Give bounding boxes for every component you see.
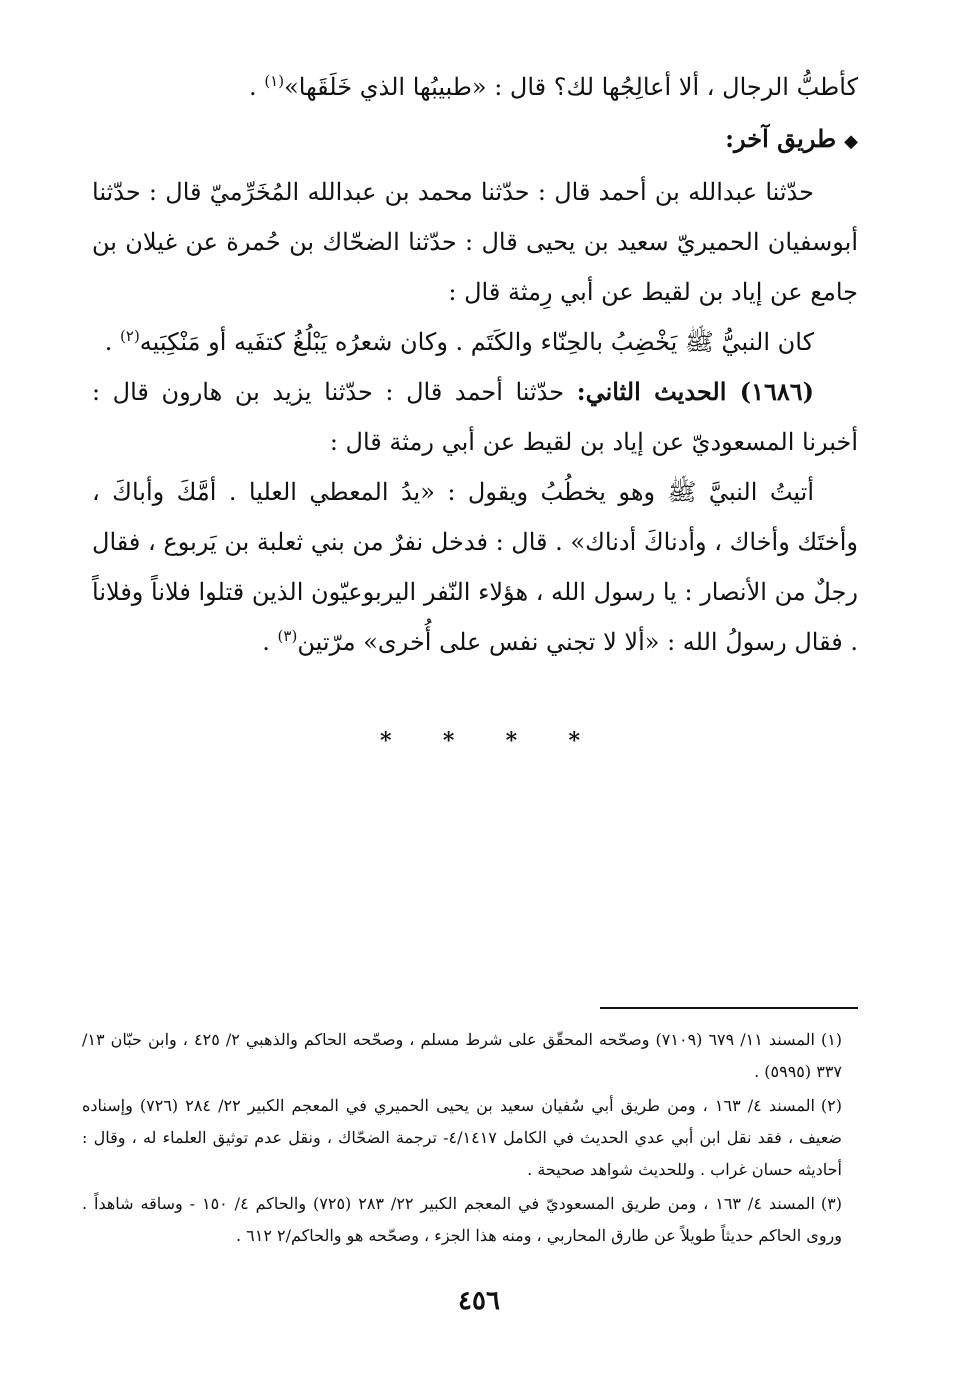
star-icon: * [505,728,518,754]
matn-paragraph-1 [92,317,858,367]
star-icon: * [442,728,455,754]
footnote-divider [600,1007,858,1009]
matn-2-end: . [262,628,278,656]
star-icon: * [568,728,580,754]
continuation-end: . [249,73,265,101]
hadith-isnad-text: حدّثنا أحمد قال : حدّثنا يزيد بن هارون قال : أخبرنا المسعوديّ عن إياد بن لقيط عن أبي رمثة قال : [92,378,858,456]
footnote-number: (٢) [820,1096,842,1115]
footnote-ref-1: (١) [264,72,285,90]
section-separator [380,728,580,754]
footnote-number: (١) [820,1030,843,1049]
star-icon: * [380,728,392,754]
hadith-number: (١٦٨٦) الحديث الثاني: [576,377,814,406]
footnote-ref-3: (٣) [277,627,298,645]
section-heading-text: طريق آخر: [725,124,837,153]
footnote-text: المسند ٤/ ١٦٣ ، ومن طريق أبي سُفيان سعيد بن يحيى الحميري في المعجم الكبير ٢٢/ ٢٨٤ (٧٢٦) وإسناده ضعيف ، فقد نقل ابن أبي عدي الحديث في الكامل ٤/١٤١٧- ترجمة الضحّاك ، ونقل عدم توثيق العلماء له ، وقال : أحاديثه حسان غراب . وللحديث شواهد صحيحة . [82,1096,842,1179]
page-number: ٤٥٦ [458,1286,500,1316]
main-text [92,62,858,667]
footnote-2 [82,1090,842,1186]
footnote-number: (٣) [820,1194,843,1213]
matn-2-text: أتيتُ النبيَّ ﷺ وهو يخطُبُ ويقول : «يدُ المعطي العليا . أمَّكَ وأباكَ ، وأختَك وأخاك ، وأدناكَ أدناك» . قال : فدخل نفرٌ من بني ثعلبة بن يَربوع ، فقال رجلٌ من الأنصار : يا رسول الله ، هؤلاء النّفر اليربوعيّون الذين قتلوا فلاناً وفلاناً . فقال رسولُ الله : «ألا لا تجني نفس على أُخرى» مرّتين [92,478,858,656]
matn-paragraph-2 [92,467,858,667]
footnote-ref-2: (٢) [120,327,140,345]
matn-1-end: . [104,328,121,356]
section-heading [92,114,858,167]
continuation-text: كأطبُّ الرجال ، ألا أعالِجُها لك؟ قال : «طبيبُها الذي خَلَقَها» [284,73,858,101]
footnote-1 [82,1024,842,1088]
footnote-text: المسند ١١/ ٦٧٩ (٧١٠٩) وصحّحه المحقّق على شرط مسلم ، وصحّحه الحاكم والذهبي ٢/ ٤٢٥ ، وابن حبّان ١٣/ ٣٣٧ (٥٩٩٥) . [82,1030,842,1081]
hadith-paragraph [92,367,858,467]
matn-1-text: كان النبيُّ ﷺ يَخْضِبُ بالحِنّاء والكَتَم . وكان شعرُه يَبْلُغُ كتفَيه أو مَنْكِبَيه [139,328,814,356]
footnotes [82,1024,842,1254]
footnote-3 [82,1188,842,1252]
isnad-paragraph: حدّثنا عبدالله بن أحمد قال : حدّثنا محمد بن عبدالله المُخَرِّميّ قال : حدّثنا أبوسفيان الحميريّ سعيد بن يحيى قال : حدّثنا الضحّاك بن حُمرة عن غيلان بن جامع عن إياد بن لقيط عن أبي رِمثة قال : [92,178,858,306]
diamond-bullet-icon: ◆ [844,131,858,152]
footnote-text: المسند ٤/ ١٦٣ ، ومن طريق المسعوديّ في المعجم الكبير ٢٢/ ٢٨٣ (٧٢٥) والحاكم ٤/ ١٥٠ - وساقه شاهداً . وروى الحاكم حديثاً طويلاً عن طارق المحاربي ، ومنه هذا الجزء ، وصحّحه هو والحاكم/٢ ٦١٢ . [82,1194,842,1245]
paragraph-continuation [92,62,858,112]
